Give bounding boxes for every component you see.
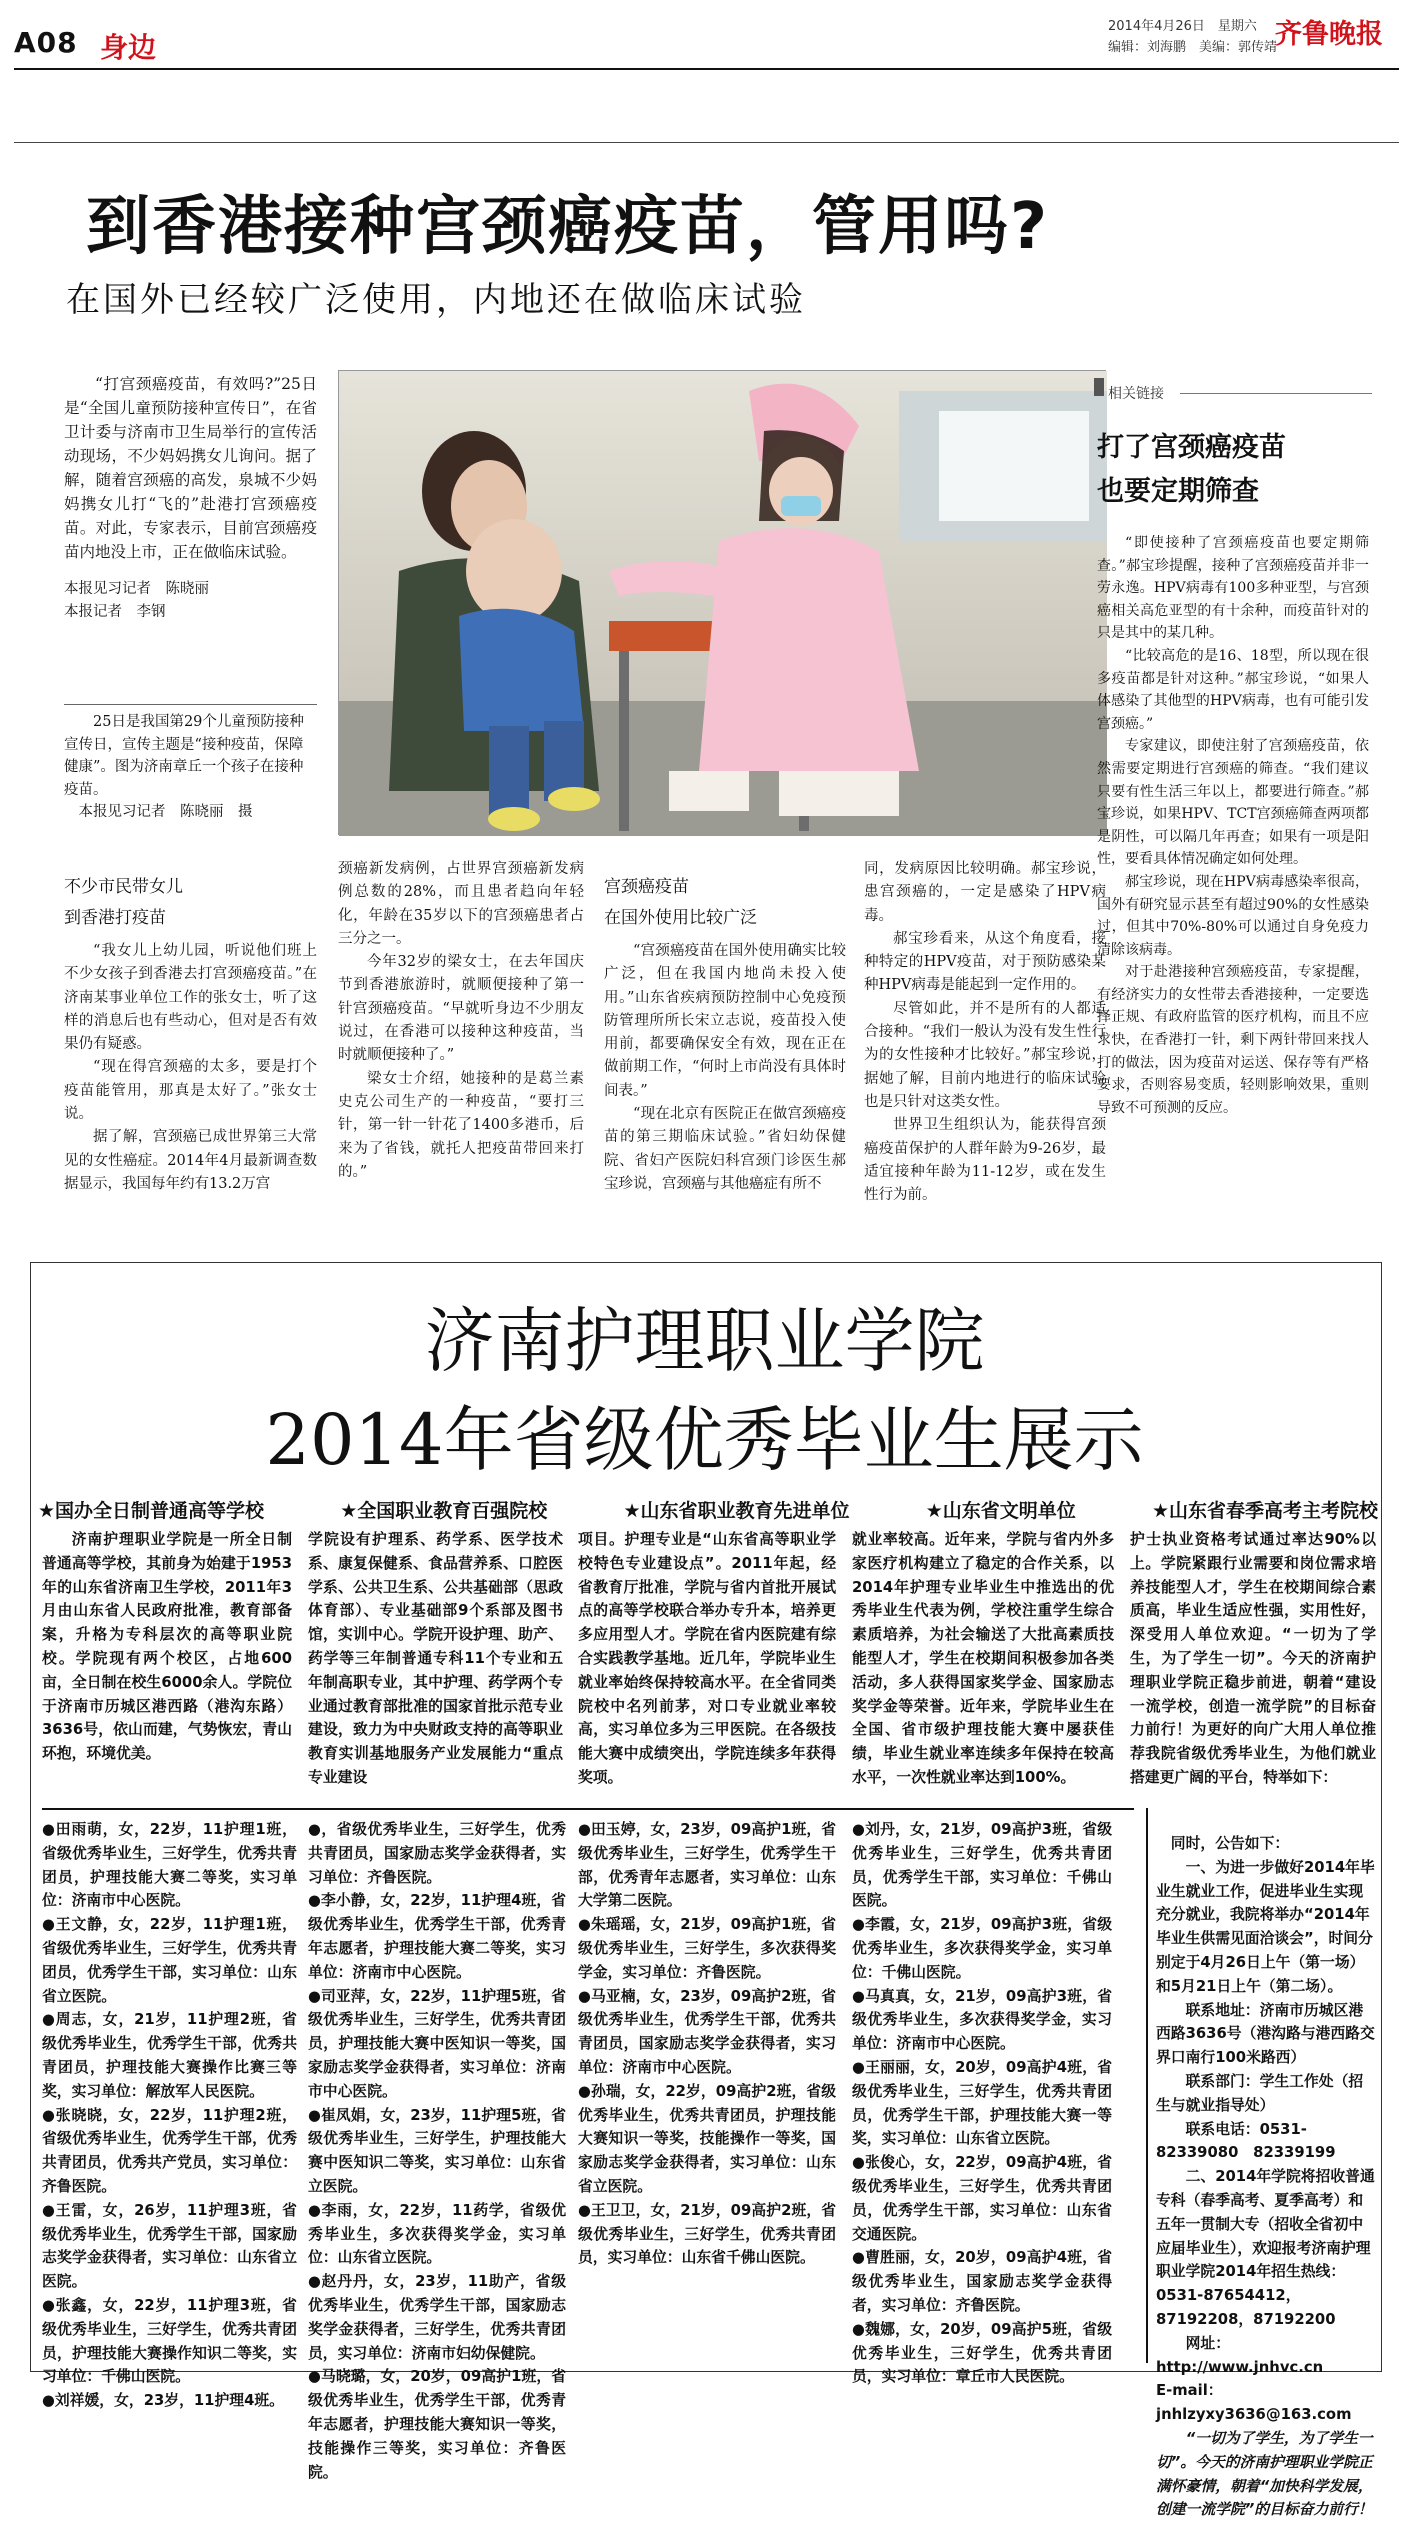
honor-item: ★山东省春季高考主考院校	[1151, 1500, 1378, 1522]
top-thin-rule	[14, 142, 1399, 143]
photo-caption	[64, 711, 317, 824]
contact-department: 联系部门：学生工作处（招生与就业指导处）	[1156, 2072, 1364, 2114]
graduate-entry: ●曹胜丽，女，20岁，09高护4班，省级优秀毕业生，国家励志奖学金获得者，实习单位：齐鲁医院。	[852, 2249, 1112, 2314]
sidebar-marker	[1094, 378, 1104, 396]
photo-credit: 本报见习记者 陈晓丽 摄	[78, 804, 253, 820]
graduate-entry: ●马真真，女，21岁，09高护3班，省级优秀毕业生，多次获得奖学金，实习单位：济南市中心医院。	[852, 1987, 1112, 2053]
paragraph: 护士执业资格考试通过率达90%以上。学院紧跟行业需要和岗位需求培养技能型人才，学生在校期间综合素质高，毕业生适应性强，实用性好，深受用人单位欢迎。“一切为了学生，为了学生一切”。今天的济南护理职业学院正稳步前进，朝着“建设一流学校，创造一流学院”的目标奋力前行！为更好的向广大用人单位推荐我院省级优秀毕业生，为他们就业搭建更广阔的平台，特举如下：	[1130, 1531, 1376, 1786]
sidebar-title-line: 也要定期筛查	[1097, 476, 1259, 507]
graduate-entry: ●李雨，女，22岁，11药学，省级优秀毕业生，多次获得奖学金，实习单位：山东省立医院。	[308, 2201, 566, 2267]
article-column-1	[64, 870, 317, 1196]
contact-phone: 联系电话：0531-82339080 82339199	[1156, 2120, 1336, 2162]
paragraph: 颈癌新发病例，占世界宫颈癌新发病例总数的28%，而且患者趋向年轻化，年龄在35岁以下的宫颈癌患者占三分之一。	[338, 861, 584, 947]
graduate-entry: ●刘祥媛，女，23岁，11护理4班。	[42, 2392, 284, 2410]
website-link[interactable]: 网址：http://www.jnhvc.cn	[1156, 2334, 1324, 2376]
headline: 到香港接种宫颈癌疫苗，管用吗?	[86, 190, 1050, 264]
sidebar-rule	[1180, 393, 1372, 394]
graduate-entry: ●孙瑞，女，22岁，09高护2班，省级优秀毕业生，优秀共青团员，护理技能大赛知识一等奖，技能操作一等奖，国家励志奖学金获得者，实习单位：山东省立医院。	[578, 2082, 836, 2195]
graduates-column-1	[42, 1818, 297, 2410]
section-name: 身边	[100, 31, 157, 64]
graduate-entry: ●张鑫，女，22岁，11护理3班，省级优秀毕业生，三好学生，优秀共青团员，护理技能大赛操作知识二等奖，实习单位：千佛山医院。	[42, 2296, 297, 2386]
sidebar-title	[1097, 426, 1286, 514]
honor-item: ★山东省文明单位	[925, 1500, 1076, 1522]
heading-line: 不少市民带女儿	[64, 877, 183, 897]
paragraph: 学院设有护理系、药学系、医学技术系、康复保健系、食品营养系、口腔医学系、公共卫生系、公共基础部（思政体育部）、专业基础部9个系部及图书馆，实训中心。学院开设护理、助产、药学等三年制普通专科11个专业和五年制高职专业，其中护理、药学两个专业通过教育部批准的国家首批示范专业建设，致力为中央财政支持的高等职业教育实训基地服务产业发展能力“重点专业建设	[308, 1531, 563, 1786]
vaccination-photo	[338, 370, 1106, 835]
byline-reporter-2: 本报记者 李钢	[64, 604, 166, 621]
graduate-entry: ●王文静，女，22岁，11护理1班，省级优秀毕业生，三好学生，优秀共青团员，优秀学生干部，实习单位：山东省立医院。	[42, 1916, 297, 2005]
graduate-entry: ●李霞，女，21岁，09高护3班，省级优秀毕业生，多次获得奖学金，实习单位：千佛山医院。	[852, 1916, 1112, 1981]
school-motto: “一切为了学生，为了学生一切”。今天的济南护理职业学院正满怀豪情，朝着“加快科学发展，创建一流学院”的目标奋力前行！	[1156, 2429, 1373, 2519]
section-heading-1	[64, 872, 317, 934]
notice-title: 同时，公告如下：	[1170, 1835, 1290, 1852]
newspaper-logo: 齐鲁晚报	[1275, 19, 1383, 50]
admission-notice	[1156, 1832, 1376, 2519]
issue-date: 2014年4月26日 星期六	[1108, 19, 1257, 34]
school-honors	[38, 1496, 1378, 1523]
paragraph: 郝宝珍说，现在HPV病毒感染率很高，国外有研究显示甚至有超过90%的女性感染过，但其中70%-80%可以通过自身免疫力清除该病毒。	[1097, 873, 1369, 958]
graduate-entry: ●赵丹丹，女，23岁，11助产，省级优秀毕业生，优秀学生干部，国家励志奖学金获得者，三好学生，优秀共青团员，实习单位：济南市妇幼保健院。	[308, 2273, 566, 2362]
graduate-entry: ●李小静，女，22岁，11护理4班，省级优秀毕业生，优秀学生干部，优秀青年志愿者，护理技能大赛二等奖，实习单位：济南市中心医院。	[308, 1892, 566, 1981]
graduate-entry: ●司亚萍，女，22岁，11护理5班，省级优秀毕业生，三好学生，优秀共青团员，护理技能大赛中医知识一等奖，国家励志奖学金获得者，实习单位：济南市中心医院。	[308, 1987, 566, 2100]
graduates-column-4	[852, 1818, 1112, 2386]
intro-column-4	[852, 1528, 1114, 1786]
honor-item: ★山东省职业教育先进单位	[623, 1500, 850, 1522]
graduate-entry: ●王丽丽，女，20岁，09高护4班，省级优秀毕业生，三好学生，优秀共青团员，优秀学生干部，护理技能大赛一等奖，实习单位：山东省立医院。	[852, 2058, 1112, 2148]
intro-column-5	[1130, 1528, 1376, 1798]
graduate-entry: ●崔凤娟，女，23岁，11护理5班，省级优秀毕业生，三好学生，护理技能大赛中医知识二等奖，实习单位：山东省立医院。	[308, 2106, 566, 2195]
section-heading-2	[604, 872, 846, 934]
paragraph: 专家建议，即使注射了宫颈癌疫苗，依然需要定期进行宫颈癌的筛查。“我们建议只要有性生活三年以上，都要进行筛查。”郝宝珍说，如果HPV、TCT宫颈癌筛查两项都是阴性，可以隔几年再查；如果有一项是阳性，要看具体情况确定如何处理。	[1097, 738, 1369, 868]
paragraph: 同，发病原因比较明确。郝宝珍说，患宫颈癌的，一定是感染了HPV病毒。	[864, 861, 1106, 924]
paragraph: 梁女士介绍，她接种的是葛兰素史克公司生产的一种疫苗，“要打三针，第一针一针花了1400多港币，后来为了省钱，就托人把疫苗带回来打的。”	[338, 1070, 584, 1180]
graduate-entry: ●刘丹，女，21岁，09高护3班，省级优秀毕业生，三好学生，优秀共青团员，优秀学生干部，实习单位：千佛山医院。	[852, 1821, 1112, 1910]
paragraph: 项目。护理专业是“山东省高等职业学校特色专业建设点”。2011年起，经省教育厅批准，学院与省内首批开展试点的高等学校联合举办专升本，培养更多应用型人才。学院在省内医院建有综合实践教学基地。近几年，学院毕业生就业率始终保持较高水平。在全省同类院校中名列前茅，对口专业就业率较高，实习单位多为三甲医院。在各级技能大赛中成绩突出，学院连续多年获得奖项。	[578, 1531, 836, 1786]
heading-line: 宫颈癌疫苗	[604, 877, 689, 897]
lead-column	[64, 372, 317, 625]
heading-line: 到香港打疫苗	[64, 908, 166, 928]
graduate-entry: ●王雷，女，26岁，11护理3班，省级优秀毕业生，优秀学生干部，国家励志奖学金获得者，实习单位：山东省立医院。	[42, 2201, 297, 2291]
honor-item: ★国办全日制普通高等学校	[38, 1500, 265, 1522]
graduate-entry: ●魏娜，女，20岁，09高护5班，省级优秀毕业生，三好学生，优秀共青团员，实习单位：章丘市人民医院。	[852, 2320, 1112, 2386]
sidebar-title-line: 打了宫颈癌疫苗	[1097, 432, 1286, 463]
caption-rule	[64, 704, 317, 705]
paragraph: 济南护理职业学院是一所全日制普通高等学校，其前身为始建于1953年的山东省济南卫生学校，2011年3月由山东省人民政府批准，教育部备案，升格为专科层次的高等职业院校。学院现有两个校区，占地600亩，全日制在校生6000余人。学院位于济南市历城区港西路（港沟东路）3636号，依山而建，气势恢宏，青山环抱，环境优美。	[42, 1531, 292, 1763]
graduate-entry: ●田玉婷，女，23岁，09高护1班，省级优秀毕业生，三好学生，优秀学生干部，优秀青年志愿者，实习单位：山东大学第二医院。	[578, 1821, 836, 1910]
email-link[interactable]: E-mail：jnhlzyxy3636@163.com	[1156, 2382, 1352, 2424]
article-column-4	[864, 858, 1106, 1207]
article-column-3	[604, 870, 846, 1196]
graduate-entry: ●，省级优秀毕业生，三好学生，优秀共青团员，国家励志奖学金获得者，实习单位：齐鲁医院。	[308, 1821, 566, 1886]
graduate-entry: ●张晓晓，女，22岁，11护理2班，省级优秀毕业生，优秀学生干部，优秀共青团员，优秀共产党员，实习单位：齐鲁医院。	[42, 2106, 297, 2195]
paragraph: 就业率较高。近年来，学院与省内外多家医疗机构建立了稳定的合作关系，以2014年护理专业毕业生中推选出的优秀毕业生代表为例，学校注重学生综合素质培养，为社会输送了大批高素质技能型人才，学生在校期间积极参加各类活动，多人获得国家奖学金、国家励志奖学金等荣誉。近年来，学院毕业生在全国、省市级护理技能大赛中屡获佳绩，毕业生就业率连续多年保持在较高水平，一次性就业率达到100%。	[852, 1531, 1114, 1786]
ad-title: 2014年省级优秀毕业生展示	[265, 1399, 1144, 1481]
honor-item: ★全国职业教育百强院校	[340, 1500, 548, 1522]
graduates-column-3	[578, 1818, 836, 2363]
school-name: 济南护理职业学院	[424, 1300, 985, 1382]
paragraph: 对于赴港接种宫颈癌疫苗，专家提醒，有经济实力的女性带去香港接种，一定要选择正规、有政府监管的医疗机构，而且不应求快，在香港打一针，剩下两针带回来找人打的做法，因为疫苗对运送、保存等有严格要求，否则容易变质，轻则影响效果，重则导致不可预测的反应。	[1097, 964, 1369, 1116]
lead-paragraph: “打宫颈癌疫苗，有效吗?”25日是“全国儿童预防接种宣传日”，在省卫计委与济南市卫生局举行的宣传活动现场，不少妈妈携女儿询问。据了解，随着宫颈癌的高发，泉城不少妈妈携女儿打“飞的”赴港打宫颈癌疫苗。对此，专家表示，目前宫颈癌疫苗内地没上市，正在做临床试验。	[64, 375, 317, 561]
byline-reporter-1: 本报见习记者 陈晓丽	[64, 581, 209, 597]
paragraph: 一、为进一步做好2014年毕业生就业工作，促进毕业生实现充分就业，我院将举办“2014年毕业生供需见面洽谈会”，时间分别定于4月26日上午（第一场）和5月21日上午（第二场）。	[1156, 1858, 1375, 1995]
paragraph: “现在北京有医院正在做宫颈癌疫苗的第三期临床试验。”省妇幼保健院、省妇产医院妇科宫颈门诊医生郝宝珍说，宫颈癌与其他癌症有所不	[604, 1106, 846, 1192]
contact-address: 联系地址：济南市历城区港西路3636号（港沟路与港西路交界口南行100米路西）	[1156, 2001, 1375, 2067]
paragraph: “比较高危的是16、18型，所以现在很多疫苗都是针对这种。”郝宝珍说，“如果人体感染了其他型的HPV病毒，也有可能引发宫颈癌。”	[1097, 647, 1369, 732]
paragraph: 今年32岁的梁女士，在去年国庆节到香港旅游时，就顺便接种了第一针宫颈癌疫苗。“早就听身边不少朋友说过，在香港可以接种这种疫苗，当时就顺便接种了。”	[338, 954, 584, 1064]
graduate-entry: ●马亚楠，女，23岁，09高护2班，省级优秀毕业生，优秀学生干部，优秀共青团员，国家励志奖学金获得者，实习单位：济南市中心医院。	[578, 1987, 836, 2076]
issue-info	[1108, 16, 1277, 58]
graduate-entry: ●王卫卫，女，21岁，09高护2班，省级优秀毕业生，三好学生，优秀共青团员，实习单位：山东省千佛山医院。	[578, 2201, 836, 2267]
article-column-2	[338, 858, 584, 1184]
intro-column-2	[308, 1528, 563, 1786]
paragraph: 郝宝珍看来，从这个角度看，接种特定的HPV疫苗，对于预防感染某种HPV病毒是能起到一定作用的。	[864, 930, 1106, 994]
graduate-entry: ●张俊心，女，22岁，09高护4班，省级优秀毕业生，三好学生，优秀共青团员，优秀学生干部，实习单位：山东省交通医院。	[852, 2154, 1112, 2243]
heading-line: 在国外使用比较广泛	[604, 908, 757, 928]
paragraph: 尽管如此，并不是所有的人都适合接种。“我们一般认为没有发生性行为的女性接种才比较好。”郝宝珍说，据她了解，目前内地进行的临床试验也是只针对这类女性。	[864, 1000, 1106, 1110]
intro-column-3	[578, 1528, 836, 1786]
header-rule	[14, 68, 1399, 70]
intro-column-1	[42, 1528, 292, 1778]
paragraph: 二、2014年学院将招收普通专科（春季高考、夏季高考）和五年一贯制大专（招收全省初中应届毕业生），欢迎报考济南护理职业学院2014年招生热线：0531-87654412，87192208，87192200	[1156, 2168, 1375, 2328]
graduate-entry: ●朱瑶瑶，女，21岁，09高护1班，省级优秀毕业生，三好学生，多次获得奖学金，实习单位：齐鲁医院。	[578, 1916, 836, 1981]
paragraph: “现在得宫颈癌的太多，要是打个疫苗能管用，那真是太好了。”张女士说。	[64, 1059, 317, 1123]
page-number: A08	[14, 26, 78, 59]
paragraph: 据了解，宫颈癌已成世界第三大常见的女性癌症。2014年4月最新调查数据显示，我国每年约有13.2万宫	[64, 1129, 317, 1192]
graduate-entry: ●田雨萌，女，22岁，11护理1班，省级优秀毕业生，三好学生，优秀共青团员，护理技能大赛二等奖，实习单位：济南市中心医院。	[42, 1821, 297, 1910]
notice-divider	[1146, 1808, 1148, 2363]
caption-text: 25日是我国第29个儿童预防接种宣传日，宣传主题是“接种疫苗，保障健康”。图为济南章丘一个孩子在接种疫苗。	[64, 714, 304, 798]
graduates-column-2	[308, 1818, 566, 2481]
related-link-tag: 相关链接	[1108, 386, 1164, 402]
sidebar-body	[1097, 532, 1369, 1119]
subheadline: 在国外已经较广泛使用，内地还在做临床试验	[66, 280, 806, 320]
graduate-entry: ●周志，女，21岁，11护理2班，省级优秀毕业生，优秀学生干部，优秀共青团员，护理技能大赛操作比赛三等奖，实习单位：解放军人民医院。	[42, 2011, 297, 2100]
paragraph: “我女儿上幼儿园，听说他们班上不少女孩子到香港去打宫颈癌疫苗。”在济南某事业单位工作的张女士，听了这样的消息后也有些动心，但对是否有效果仍有疑惑。	[64, 943, 317, 1053]
graduates-rule	[42, 1808, 1134, 1810]
editors: 编辑：刘海鹏 美编：郭传靖	[1108, 40, 1278, 55]
photo-illustration	[339, 371, 1107, 836]
paragraph: 世界卫生组织认为，能获得宫颈癌疫苗保护的人群年龄为9-26岁，最适宜接种年龄为11-12岁，或在发生性行为前。	[864, 1117, 1106, 1204]
paragraph: “即使接种了宫颈癌疫苗也要定期筛查。”郝宝珍提醒，接种了宫颈癌疫苗并非一劳永逸。HPV病毒有100多种亚型，与宫颈癌相关高危亚型的有十余种，而疫苗针对的只是其中的某几种。	[1097, 535, 1369, 642]
paragraph: “宫颈癌疫苗在国外使用确实比较广泛，但在我国内地尚未投入使用。”山东省疾病预防控制中心免疫预防管理所所长宋立志说，疫苗投入使用前，都要确保安全有效，现在正在做前期工作，“何时上市尚没有具体时间表。”	[604, 943, 846, 1099]
graduate-entry: ●马晓璐，女，20岁，09高护1班，省级优秀毕业生，优秀学生干部，优秀青年志愿者，护理技能大赛知识一等奖，技能操作三等奖，实习单位：齐鲁医院。	[308, 2368, 566, 2481]
